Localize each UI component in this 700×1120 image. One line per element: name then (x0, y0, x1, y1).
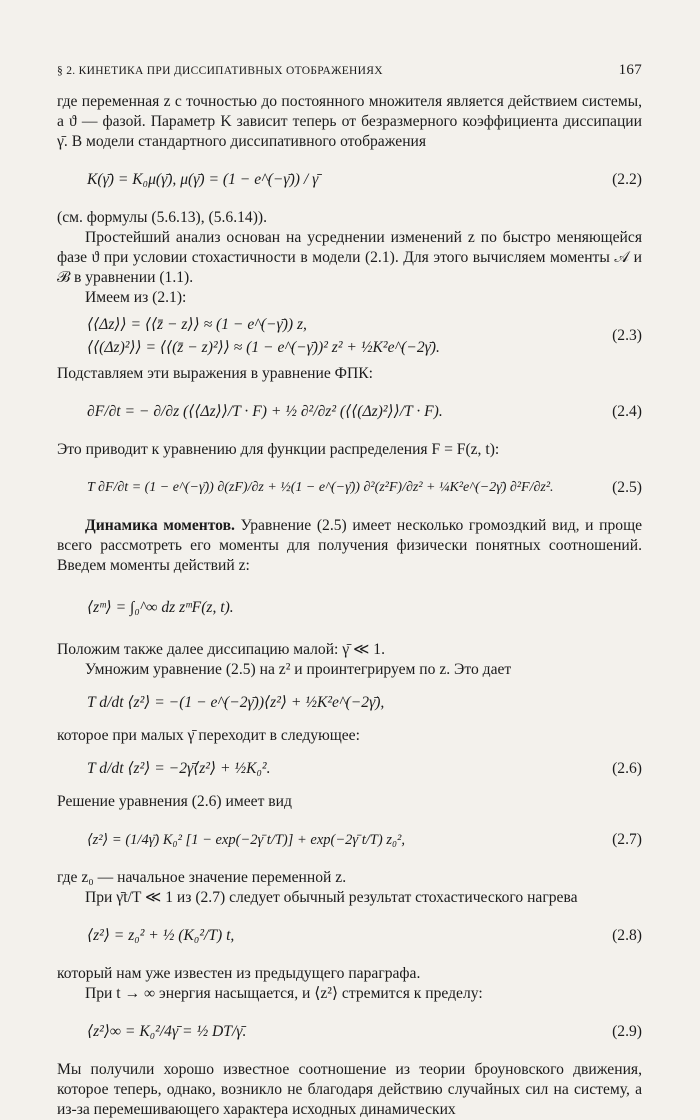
paragraph: где переменная z с точностью до постоянного множителя является действием системы, а ϑ — фазой. Параметр K зависит теперь от безразмерного коэффициента диссипации γ̄. В модели стандартного диссипативного отображения (57, 93, 642, 150)
paragraph-text: Уравнение (2.5) имеет несколько громоздкий вид, и проще всего рассмотреть его моменты для получения физически понятных соотношений. Введем моменты действий z: (57, 517, 643, 574)
equation-number: (2.7) (612, 831, 642, 848)
equation-number: (2.4) (612, 403, 642, 420)
equation-number: (2.2) (612, 171, 642, 188)
paragraph: где z₀ — начальное значение переменной z. (57, 869, 347, 886)
equation-2-4 (57, 390, 642, 434)
paragraph: При t → ∞ энергия насыщается, и ⟨z²⟩ стремится к пределу: (85, 985, 483, 1002)
page-body (57, 92, 642, 1120)
equation-2-5 (57, 466, 642, 510)
equation-formula: ⟨⟨(Δz)²⟩⟩ = ⟨⟨(z̄ − z)²⟩⟩ ≈ (1 − e^(−γ̄))² z² + ½K²e^(−2γ̄). (87, 338, 440, 356)
equation-formula: ⟨z²⟩ = z₀² + ½ (K₀²/T) t, (87, 927, 235, 944)
running-header (57, 62, 642, 79)
subsection-title: Динамика моментов. (85, 517, 235, 534)
equation-formula: T d/dt ⟨z²⟩ = −(1 − e^(−2γ̄))⟨z²⟩ + ½K²e^(−2γ̄), (87, 694, 385, 711)
equation-formula: ⟨z²⟩∞ = K₀²/4γ̄ = ½ DT/γ̄. (87, 1023, 247, 1040)
equation-2-6 (57, 752, 642, 786)
paragraph: Мы получили хорошо известное соотношение из теории броуновского движения, которое теперь, однако, возникло не благодаря действию случайных сил на систему, а из-за перемешивающего характера исходных динамических (57, 1061, 642, 1118)
equation-formula: ∂F/∂t = − ∂/∂z (⟨⟨Δz⟩⟩/T · F) + ½ ∂²/∂z² (⟨⟨(Δz)²⟩⟩/T · F). (87, 403, 443, 420)
equation-formula: T d/dt ⟨z²⟩ = −2γ̄⟨z²⟩ + ½K₀². (87, 760, 271, 777)
equation-number: (2.5) (612, 479, 642, 496)
equation-multiplied (57, 686, 642, 720)
paragraph (57, 516, 642, 576)
equation-formula: ⟨⟨Δz⟩⟩ = ⟨⟨z̄ − z⟩⟩ ≈ (1 − e^(−γ̄)) z, (87, 315, 307, 333)
page-number: 167 (618, 62, 642, 78)
paragraph: Это приводит к уравнению для функции распределения F = F(z, t): (57, 441, 500, 458)
paragraph: Умножим уравнение (2.5) на z² и проинтегрируем по z. Это дает (85, 661, 512, 678)
equation-formula: K(γ̄) = K₀μ(γ̄), μ(γ̄) = (1 − e^(−γ̄)) / γ̄ (87, 171, 319, 188)
paragraph: которое при малых γ̄ переходит в следующее: (57, 727, 360, 744)
paragraph: (см. формулы (5.6.13), (5.6.14)). (57, 209, 268, 226)
equation-number: (2.6) (612, 760, 642, 777)
section-title: § 2. КИНЕТИКА ПРИ ДИССИПАТИВНЫХ ОТОБРАЖЕНИЯХ (57, 65, 383, 77)
paragraph: который нам уже известен из предыдущего параграфа. (57, 965, 421, 982)
equation-moments (57, 582, 642, 634)
equation-2-7 (57, 818, 642, 862)
paragraph: Простейший анализ основан на усреднении изменений z по быстро меняющейся фазе ϑ при условии стохастичности в модели (2.1). Для этого вычисляем моменты 𝒜 и ℬ в уравнении (1.1). (57, 229, 642, 286)
paragraph: Положим также далее диссипацию малой: γ̄ ≪ 1. (57, 641, 385, 658)
equation-formula: ⟨zᵐ⟩ = ∫₀^∞ dz zᵐF(z, t). (87, 599, 234, 616)
paragraph: Подставляем эти выражения в уравнение ФПК: (57, 365, 373, 382)
equation-number: (2.8) (612, 927, 642, 944)
equation-number: (2.9) (612, 1023, 642, 1040)
equation-formula: T ∂F/∂t = (1 − e^(−γ̄)) ∂(zF)/∂z + ½(1 − e^(−γ̄)) ∂²(z²F)/∂z² + ¼K²e^(−2γ̄) ∂²F/∂z². (87, 480, 554, 495)
equation-2-9 (57, 1010, 642, 1054)
paragraph: Решение уравнения (2.6) имеет вид (57, 793, 292, 810)
equation-number: (2.3) (612, 327, 642, 344)
paragraph: Имеем из (2.1): (85, 289, 187, 306)
equation-formula: ⟨z²⟩ = (1/4γ̄) K₀² [1 − exp(−2γ̄ t/T)] + exp(−2γ̄ t/T) z₀², (87, 832, 405, 848)
paragraph: При γ̄t/T ≪ 1 из (2.7) следует обычный результат стохастического нагрева (85, 889, 578, 906)
equation-2-2 (57, 158, 642, 202)
equation-2-8 (57, 914, 642, 958)
equation-2-3 (57, 314, 642, 358)
